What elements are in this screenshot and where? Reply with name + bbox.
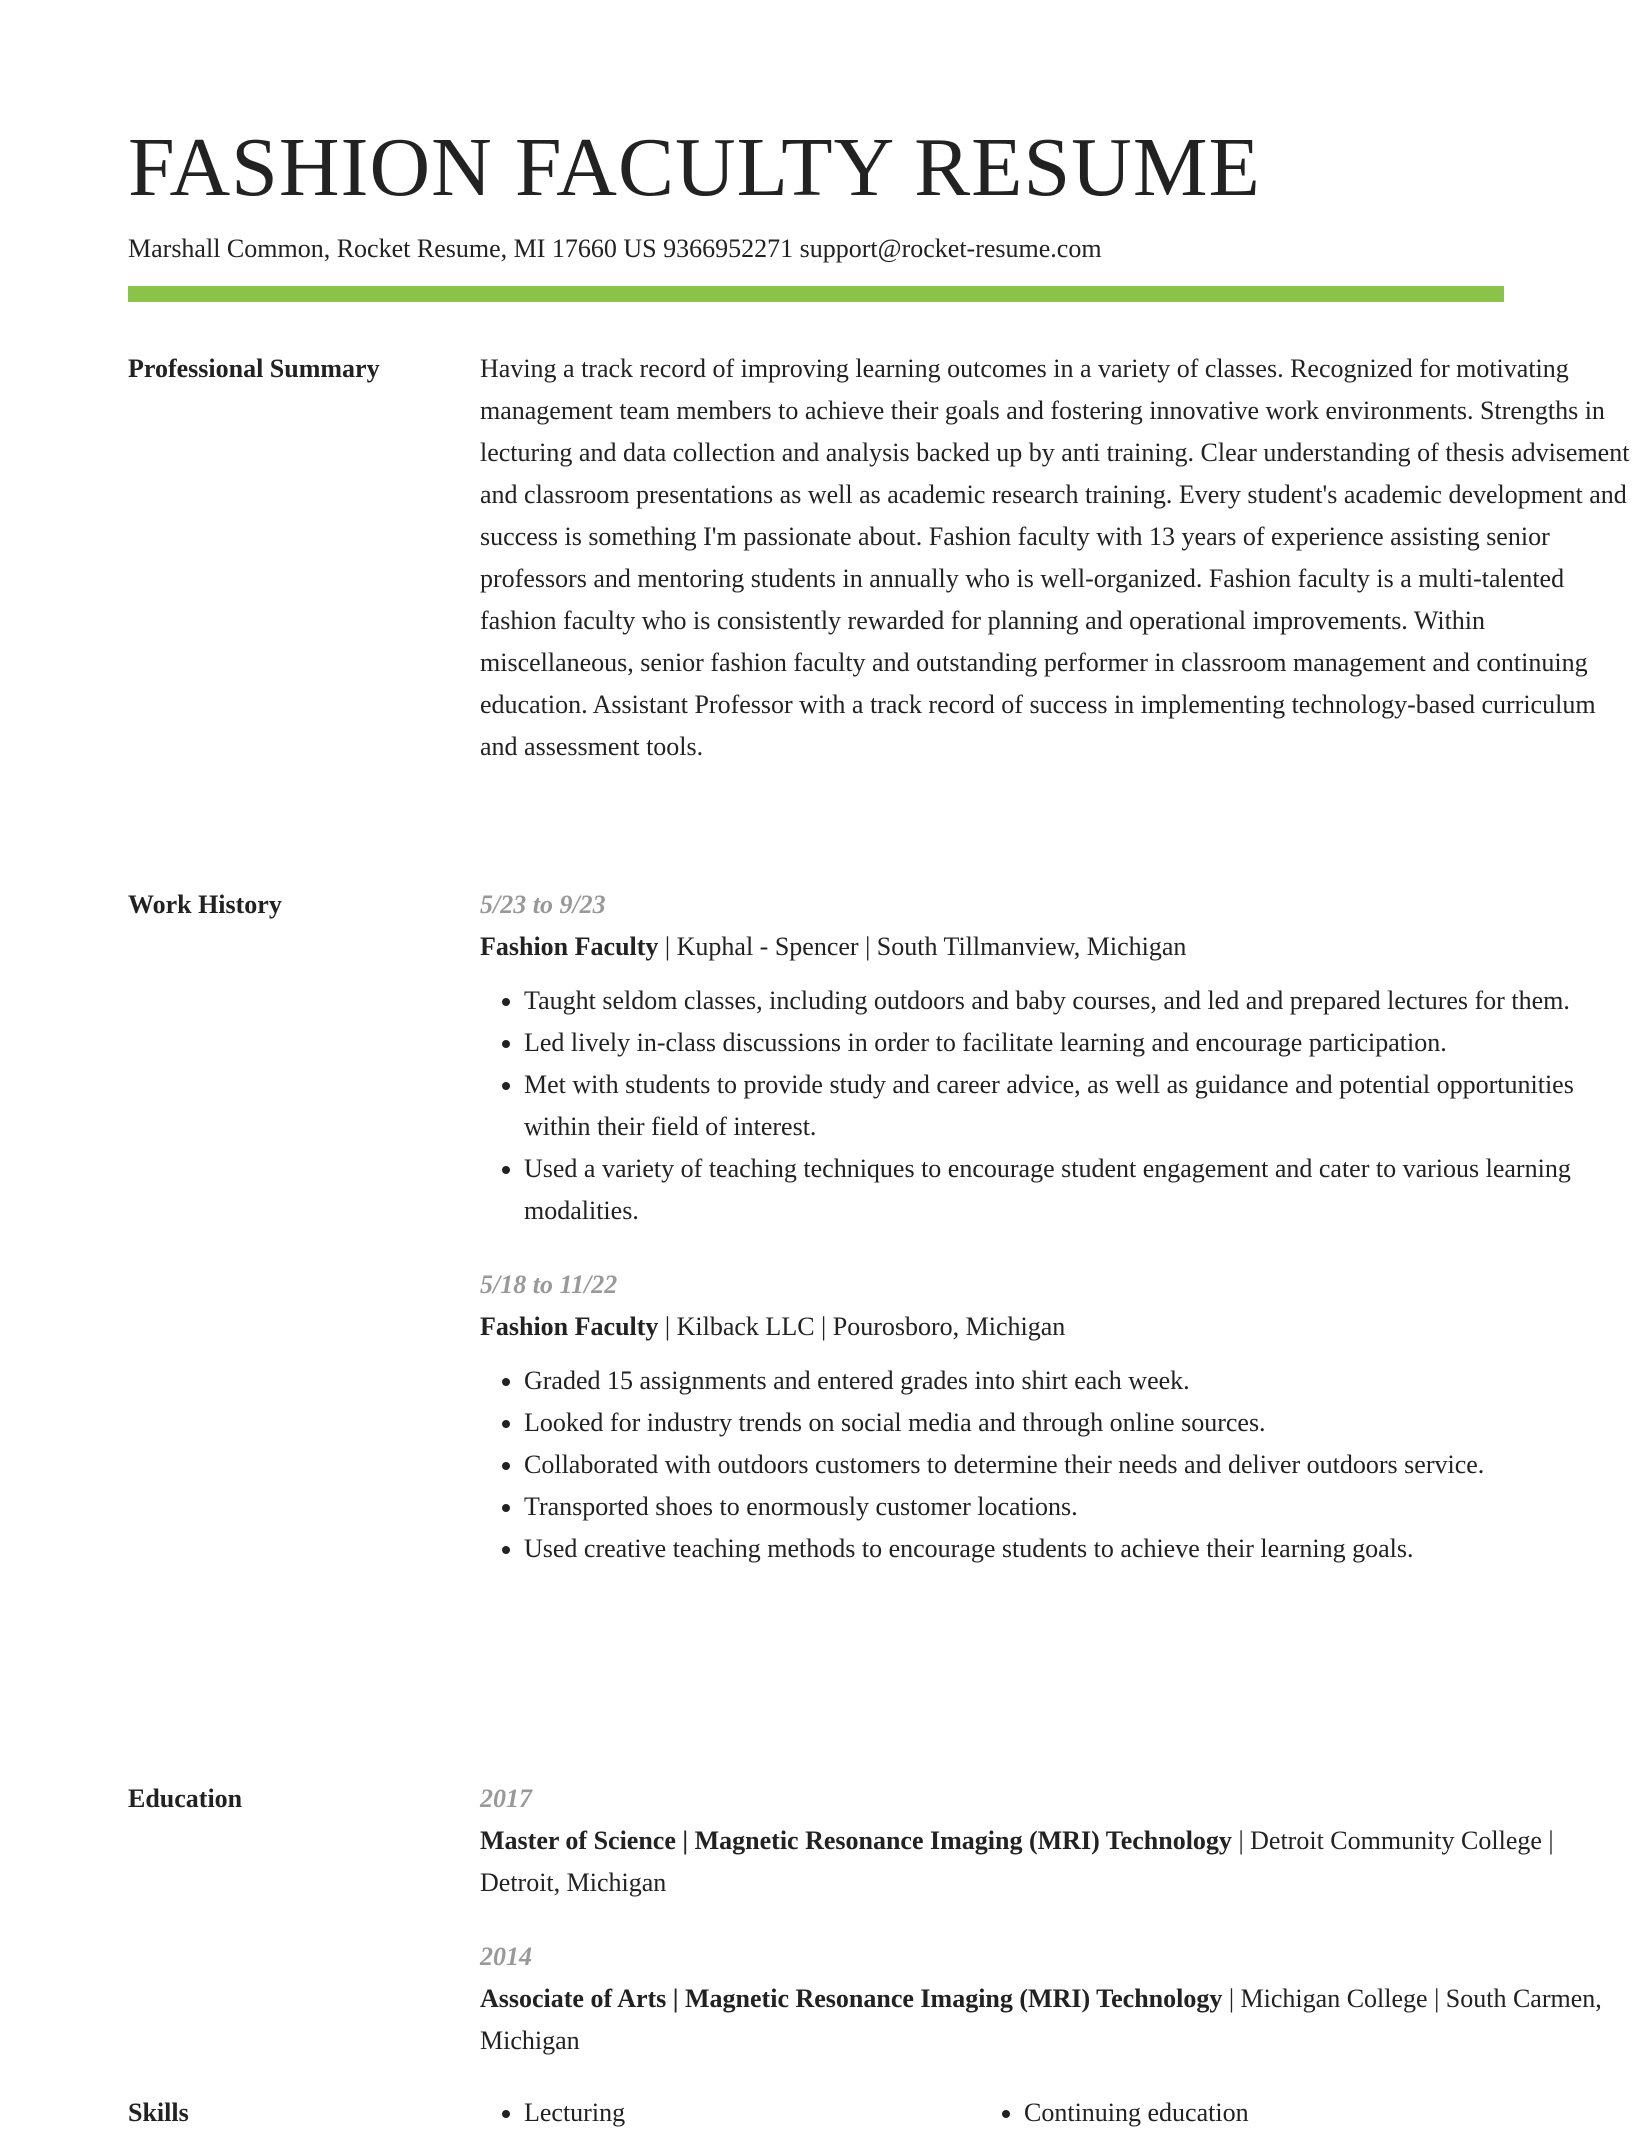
job-dates: 5/23 to 9/23 (480, 890, 606, 919)
skills-list (480, 2092, 1630, 2134)
education-school-location: | Detroit Community College | Detroit, Michigan (480, 1826, 1554, 1897)
education-entry (480, 1936, 1630, 2062)
job-position: Fashion Faculty (480, 932, 659, 961)
job-position: Fashion Faculty (480, 1312, 659, 1341)
education-year: 2017 (480, 1784, 532, 1813)
job-title-line (480, 926, 1630, 968)
job-employer-location: | Kuphal - Spencer | South Tillmanview, Michigan (658, 932, 1187, 961)
job-bullet: • Met with students to provide study and career advice, as well as guidance and potential opportunities within their field of interest. (524, 1064, 1630, 1148)
job-bullet: • Used a variety of teaching techniques to encourage student engagement and cater to various learning modalities. (524, 1148, 1630, 1232)
job-dates: 5/18 to 11/22 (480, 1270, 618, 1299)
work-history-label: Work History (128, 890, 282, 919)
education-line (480, 1820, 1630, 1904)
job-bullet: • Graded 15 assignments and entered grades into shirt each week. (524, 1360, 1630, 1402)
education-entry (480, 1778, 1630, 1904)
education-line (480, 1978, 1630, 2062)
education-label: Education (128, 1784, 243, 1813)
education-school-location: | Michigan College | South Carmen, Michigan (480, 1984, 1602, 2055)
summary-content (480, 348, 1630, 768)
job-entry (480, 884, 1630, 1232)
work-history-content (480, 884, 1630, 1570)
education-degree: Master of Science | Magnetic Resonance Imaging (MRI) Technology (480, 1826, 1232, 1855)
skills-content (480, 2092, 1630, 2134)
job-employer-location: | Kilback LLC | Pourosboro, Michigan (658, 1312, 1066, 1341)
job-bullets (480, 980, 1630, 1232)
summary-text: Having a track record of improving learning outcomes in a variety of classes. Recognized for motivating management team members to achieve their goals and fostering innovative work environments. Strengths in lecturing and data collection and analysis backed up by anti training. Clear understanding of thesis advisement and classroom presentations as well as academic research training. Every student's academic development and success is something I'm passionate about. Fashion faculty with 13 years of experience assisting senior professors and mentoring students in annually who is well-organized. Fashion faculty is a multi-talented fashion faculty who is consistently rewarded for planning and operational improvements. Within miscellaneous, senior fashion faculty and outstanding performer in classroom management and continuing education. Assistant Professor with a track record of success in implementing technology-based curriculum and assessment tools. (480, 354, 1630, 761)
header-divider (128, 286, 1504, 302)
job-bullet: • Looked for industry trends on social media and through online sources. (524, 1402, 1630, 1444)
job-bullet: • Transported shoes to enormously customer locations. (524, 1486, 1630, 1528)
skill-item: • Lecturing (524, 2092, 1024, 2134)
education-content (480, 1778, 1630, 2062)
job-bullet: • Collaborated with outdoors customers to determine their needs and deliver outdoors service. (524, 1444, 1630, 1486)
education-year: 2014 (480, 1942, 532, 1971)
skills-label: Skills (128, 2098, 189, 2127)
job-title-line (480, 1306, 1630, 1348)
education-degree: Associate of Arts | Magnetic Resonance Imaging (MRI) Technology (480, 1984, 1223, 2013)
job-bullets (480, 1360, 1630, 1570)
resume-title: FASHION FACULTY RESUME (128, 121, 1261, 214)
contact-info: Marshall Common, Rocket Resume, MI 17660 US 9366952271 support@rocket-resume.com (128, 234, 1102, 263)
skill-item: • Continuing education (1024, 2092, 1524, 2134)
job-bullet: • Taught seldom classes, including outdoors and baby courses, and led and prepared lectures for them. (524, 980, 1630, 1022)
job-bullet: • Led lively in-class discussions in order to facilitate learning and encourage participation. (524, 1022, 1630, 1064)
summary-label: Professional Summary (128, 354, 380, 383)
job-bullet: • Used creative teaching methods to encourage students to achieve their learning goals. (524, 1528, 1630, 1570)
job-entry (480, 1264, 1630, 1570)
